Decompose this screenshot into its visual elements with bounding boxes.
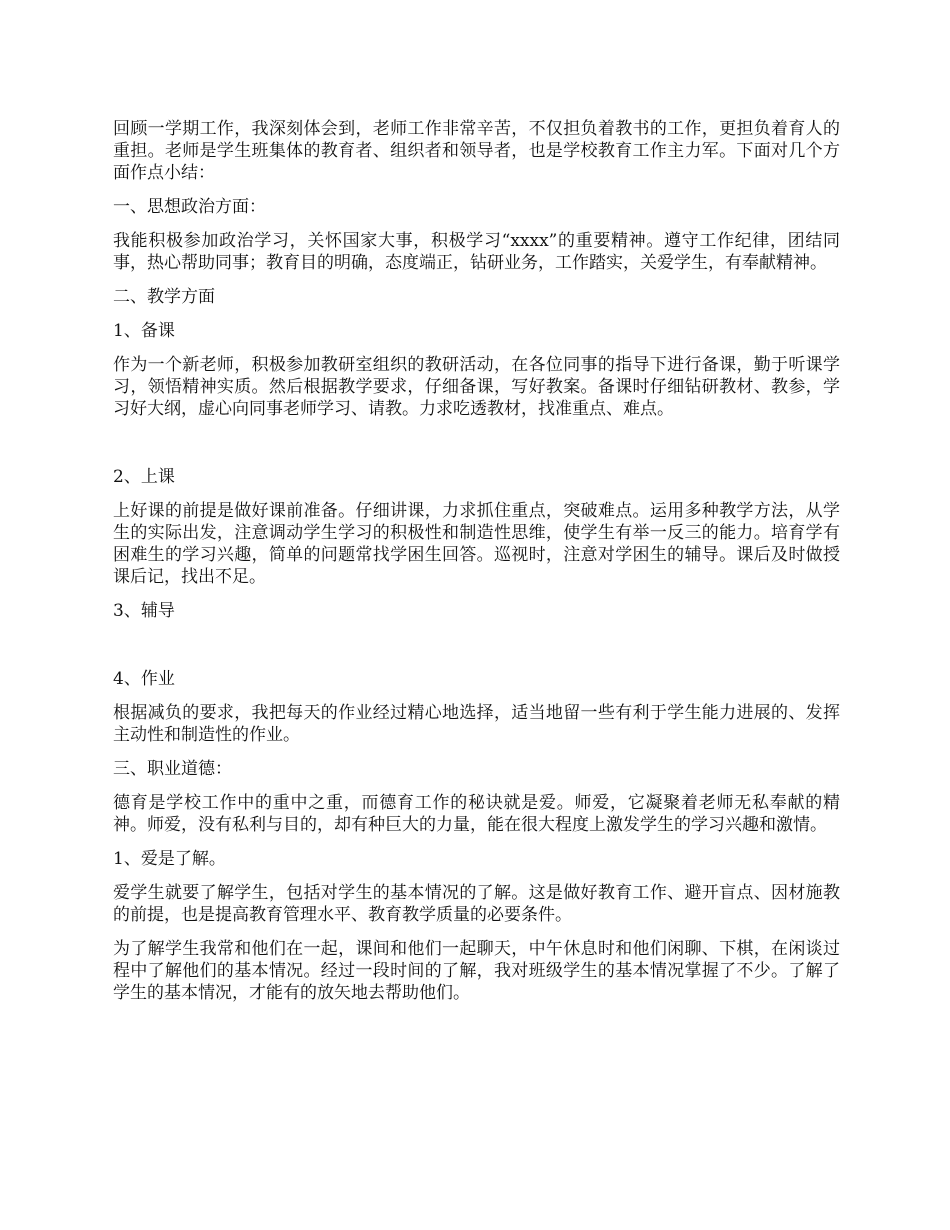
intro-paragraph: 回顾一学期工作，我深刻体会到，老师工作非常辛苦，不仅担负着教书的工作，更担负着育人的重担。老师是学生班集体的教育者、组织者和领导者，也是学校教育工作主力军。下面对几个方面作点小结：: [113, 119, 840, 183]
lesson-prep-paragraph: 作为一个新老师，积极参加教研室组织的教研活动，在各位同事的指导下进行备课，勤于听课学习，领悟精神实质。然后根据教学要求，仔细备课，写好教案。备课时仔细钻研教材、教参，学习好大纲，虚心向同事老师学习、请教。力求吃透教材，找准重点、难点。: [113, 355, 840, 419]
subheading-class: 2、上课: [113, 467, 175, 487]
section-heading-ideology: 一、思想政治方面：: [113, 197, 266, 217]
document-body: [113, 118, 840, 1016]
spacer: [113, 432, 840, 466]
understanding-paragraph-1: 爱学生就要了解学生，包括对学生的基本情况的了解。这是做好教育工作、避开盲点、因材施教的前提，也是提高教育管理水平、教育教学质量的必要条件。: [113, 883, 840, 925]
subheading-lesson-prep: 1、备课: [113, 321, 175, 341]
class-paragraph: 上好课的前提是做好课前准备。仔细讲课，力求抓住重点，突破难点。运用多种教学方法，从学生的实际出发，注意调动学生学习的积极性和制造性思维，使学生有举一反三的能力。培育学有困难生的学习兴趣，简单的问题常找学困生回答。巡视时，注意对学困生的辅导。课后及时做授课后记，找出不足。: [113, 501, 840, 587]
subheading-tutoring: 3、辅导: [113, 601, 175, 621]
section-heading-teaching: 二、教学方面: [113, 287, 215, 307]
ethics-paragraph: 德育是学校工作中的重中之重，而德育工作的秘诀就是爱。师爱，它凝聚着老师无私奉献的精神。师爱，没有私利与目的，却有种巨大的力量，能在很大程度上激发学生的学习兴趣和激情。: [113, 793, 840, 835]
subheading-homework: 4、作业: [113, 669, 175, 689]
ideology-paragraph: 我能积极参加政治学习，关怀国家大事，积极学习“xxxx”的重要精神。遵守工作纪律，团结同事，热心帮助同事；教育目的明确，态度端正，钻研业务，工作踏实，关爱学生，有奉献精神。: [113, 231, 840, 273]
section-heading-ethics: 三、职业道德：: [113, 759, 232, 779]
homework-paragraph: 根据减负的要求，我把每天的作业经过精心地选择，适当地留一些有利于学生能力进展的、发挥主动性和制造性的作业。: [113, 703, 840, 745]
spacer: [113, 634, 840, 668]
understanding-paragraph-2: 为了解学生我常和他们在一起，课间和他们一起聊天，中午休息时和他们闲聊、下棋，在闲谈过程中了解他们的基本情况。经过一段时间的了解，我对班级学生的基本情况掌握了不少。了解了学生的基本情况，才能有的放矢地去帮助他们。: [113, 939, 840, 1003]
subheading-love-is-understanding: 1、爱是了解。: [113, 849, 226, 869]
